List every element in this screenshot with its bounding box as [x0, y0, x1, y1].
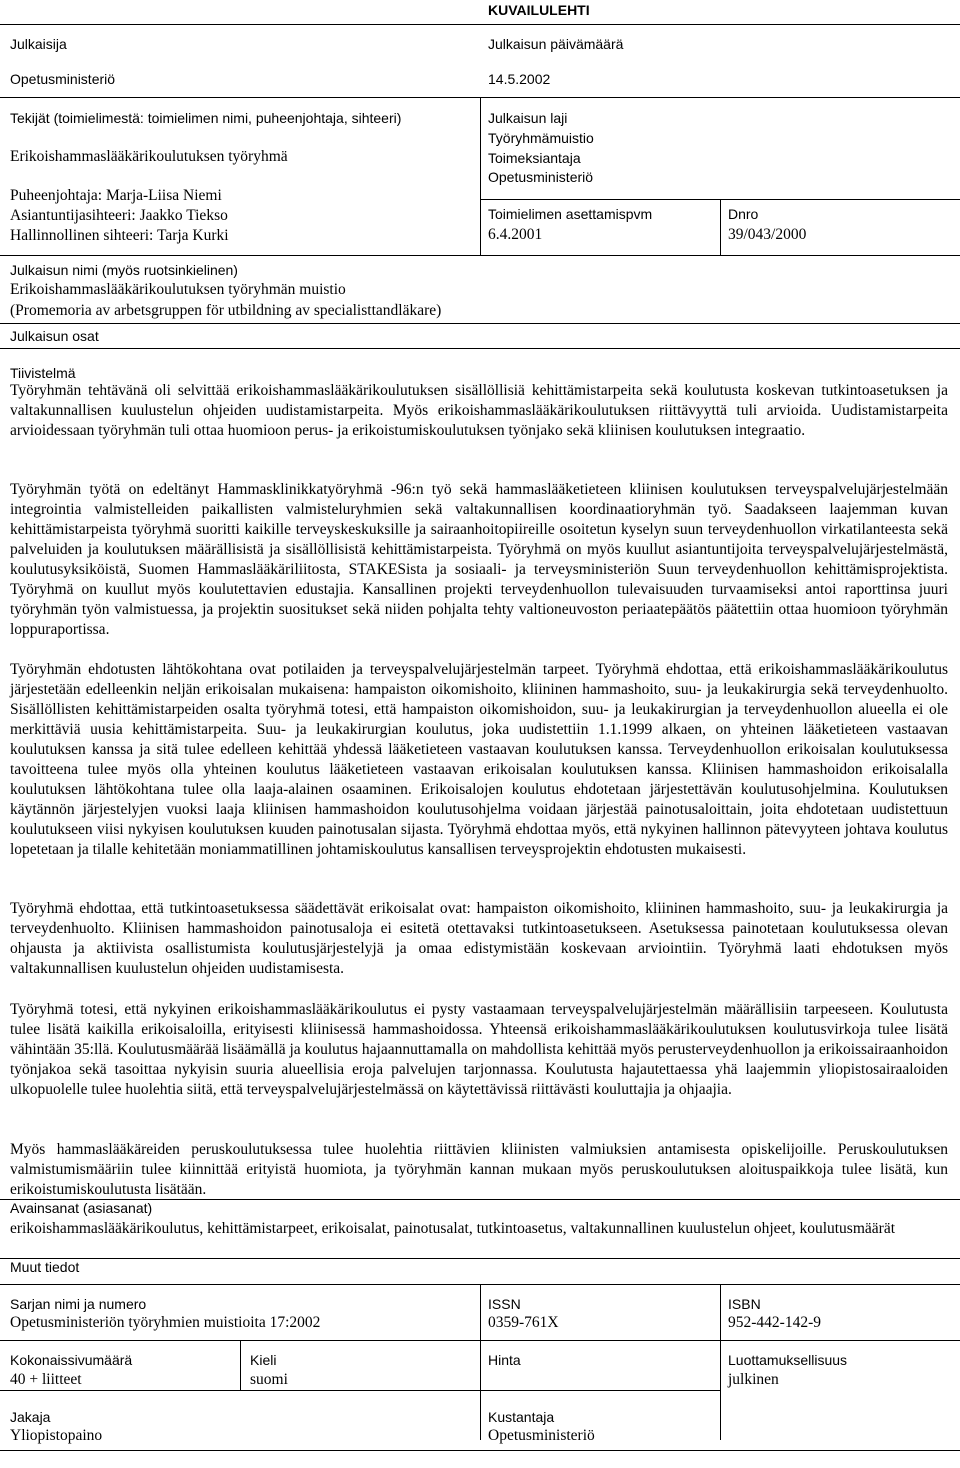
- pages-label: Kokonaissivumäärä: [10, 1352, 133, 1368]
- publication-type-label: Julkaisun laji: [488, 110, 568, 126]
- abstract-paragraph-3: Työryhmän ehdotusten lähtökohtana ovat potilaiden ja terveyspalvelujärjestelmän tarpeet. Työryhmä ehdottaa, että erikoishammaslääkärikoulutus järjestetään edelleenkin neljän erikoisalan mukaisena: hampaiston oikomishoito, kliininen hammashoito, suu- ja leukakirurgia sekä terveydenhuolto. Sisällöllisten kehittämistarpeiden osalta työryhmä totesi, että hampaiston oikomishoidon, suu- ja leukakirurgian ja terveydenhuollon alueella ei ole merkittäviä uusia kehittämistarpeita. Suu- ja leukakirurgian koulutus, joka uudistettiin 1.1.1999 alkaen, on yhteinen lääketieteen vastaavan koulutuksen kanssa ja sitä tulee edelleen kehittää yhdessä lääketieteen vastaavan koulutuksen kanssa. Terveydenhuollon erikoisalan koulutuksessa tavoitteena tulee myös olla yhteinen koulutus lääketieteen vastaavan erikoisalan koulutuksen kanssa. Kliinisen hammashoidon erikoisalalla koulutuksen lähtökohtana tulee olla laaja-alainen osaaminen. Erikoisalojen koulutus ehdotetaan järjestettävän koulutusohjelmina. Koulutuksen käytännön järjestelyjen vuoksi laaja kliinisen hammashoidon koulutusohjelma voidaan järjestää painotusaloittain, joita ehdotetaan uudistettuun koulutukseen viisi nykyisen koulutuksen kuuden painotusalan sijasta. Työryhmä ehdottaa myös, että nykyinen hallinnon pätevyyteen johtava koulutus lopetetaan ja tilalle kehitetään moniammatillinen johtamiskoulutus kansallisen terveysprojektin ehdotusten mukaisesti.: [10, 661, 948, 858]
- date-label: Julkaisun päivämäärä: [488, 36, 624, 52]
- bottom-border: [0, 1450, 960, 1451]
- established-value: 6.4.2001: [488, 226, 543, 243]
- divider-before-distributor: [0, 1390, 720, 1391]
- divider-before-abstract: [0, 348, 960, 349]
- abstract-paragraph-1: Työryhmän tehtävänä oli selvittää erikoishammaslääkärikoulutuksen sisällöllisiä kehittämistarpeita sekä koulutusta koskevan tutkintoasetuksen ja valtakunnallisen kuulustelun ohjeiden uudistamistarpeita. Myös erikoishammaslääkärikoulutuksen riittävyyttä tuli arvioida. Uudistamistarpeita arvioidessaan työryhmän tuli ottaa huomioon perus- ja erikoistumiskoulutuksen työnjako sekä kliinisen koulutuksen integraatio.: [10, 382, 948, 439]
- dnro-column-divider: [720, 199, 721, 255]
- publisher-cost-label: Kustantaja: [488, 1409, 555, 1425]
- top-divider: [0, 24, 960, 25]
- dnro-value: 39/043/2000: [728, 226, 807, 243]
- commissioner-value: Opetusministeriö: [488, 169, 594, 185]
- bottom-middle-divider: [480, 1284, 481, 1440]
- title-line-2: (Promemoria av arbetsgruppen för utbildning av specialisttandläkare): [10, 302, 442, 319]
- parts-label: Julkaisun osat: [10, 328, 99, 344]
- form-title: KUVAILULEHTI: [488, 2, 590, 18]
- abstract-label: Tiivistelmä: [10, 365, 76, 381]
- authors-group: Erikoishammaslääkärikoulutuksen työryhmä: [10, 148, 288, 165]
- authors-label: Tekijät (toimielimestä: toimielimen nimi, puheenjohtaja, sihteeri): [10, 110, 402, 126]
- divider-before-other-info: [0, 1258, 960, 1259]
- title-line-1: Erikoishammaslääkärikoulutuksen työryhmän muistio: [10, 281, 346, 298]
- series-value: Opetusministeriön työryhmien muistioita 17:2002: [10, 1314, 321, 1331]
- keywords-label: Avainsanat (asiasanat): [10, 1200, 153, 1216]
- date-value: 14.5.2002: [488, 71, 551, 87]
- bottom-right-divider: [720, 1284, 721, 1440]
- title-label: Julkaisun nimi (myös ruotsinkielinen): [10, 262, 238, 278]
- divider-before-pages: [0, 1340, 960, 1341]
- dnro-label: Dnro: [728, 206, 759, 222]
- distributor-value: Yliopistopaino: [10, 1427, 103, 1444]
- confidentiality-value: julkinen: [728, 1371, 779, 1388]
- language-value: suomi: [250, 1371, 288, 1388]
- authors-expert-secretary: Asiantuntijasihteeri: Jaakko Tiekso: [10, 207, 228, 224]
- publisher-label: Julkaisija: [10, 36, 67, 52]
- publisher-cost-value: Opetusministeriö: [488, 1427, 595, 1444]
- distributor-label: Jakaja: [10, 1409, 51, 1425]
- authors-column-divider: [480, 97, 481, 255]
- commissioner-label: Toimeksiantaja: [488, 150, 581, 166]
- publisher-value: Opetusministeriö: [10, 71, 116, 87]
- established-label: Toimielimen asettamispvm: [488, 206, 653, 222]
- abstract-paragraph-6: Myös hammaslääkäreiden peruskoulutuksessa tulee huolehtia riittävien kliinisten valmiuksien antamisesta opiskelijoille. Peruskoulutuksen valmistumismääriin tulee kiinnittää erityistä huomiota, ja työryhmän kannan mukaan myös peruskoulutuksen aloituspaikkoja tulee lisätä, kun erikoistumiskoulutusta lisätään.: [10, 1141, 948, 1198]
- issn-value: 0359-761X: [488, 1314, 559, 1331]
- pages-language-divider: [240, 1340, 241, 1390]
- series-label: Sarjan nimi ja numero: [10, 1296, 147, 1312]
- publication-type-value: Työryhmämuistio: [488, 130, 594, 146]
- abstract-paragraph-2: Työryhmän työtä on edeltänyt Hammasklinikkatyöryhmä -96:n työ sekä hammaslääketieteen kliinisen koulutuksen terveyspalvelujärjestelmään integrointia valmistelleiden paikallisten valmisteluryhmien sekä valtakunnallisen koordinaatioryhmän työ. Saadakseen laajemman kuvan kehittämistarpeista työryhmä suoritti kaikille terveyskeskuksille ja sairaanhoitopiireille osoitetun kyselyn suun terveydenhuollon virkatilanteesta sekä palveluiden ja koulutuksen määrällisistä ja sisällöllisistä kehittämistarpeista. Työryhmä on myös kuullut asiantuntijoita terveyspalvelujärjestelmästä, koulutusyksiköistä, Suomen Hammaslääkäriliitosta, STAKESista ja sosiaali- ja terveysministeriön Suun terveydenhuollon kehittämisprojektista. Työryhmä on kuullut myös koulutettavien edustajia. Kansallinen projekti terveydenhuollon tulevaisuuden turvaamiseksi antoi raporttinsa juuri työryhmän työn valmistuessa, ja projektin suositukset sekä niiden pohjalta tehty valtioneuvoston periaatepäätös päätettiin ottaa huomioon työryhmän loppuraportissa.: [10, 481, 948, 638]
- confidentiality-label: Luottamuksellisuus: [728, 1352, 848, 1368]
- pages-value: 40 + liitteet: [10, 1371, 82, 1388]
- language-label: Kieli: [250, 1352, 277, 1368]
- price-label: Hinta: [488, 1352, 521, 1368]
- isbn-label: ISBN: [728, 1296, 761, 1312]
- keywords-value: erikoishammaslääkärikoulutus, kehittämistarpeet, erikoisalat, painotusalat, tutkintoasetus, valtakunnallinen kuulustelun ohjeet, koulutusmäärät: [10, 1220, 896, 1237]
- other-info-label: Muut tiedot: [10, 1259, 80, 1275]
- divider-before-title: [0, 255, 960, 256]
- authors-chair: Puheenjohtaja: Marja-Liisa Niemi: [10, 187, 222, 204]
- divider-before-parts: [0, 323, 960, 324]
- authors-admin-secretary: Hallinnollinen sihteeri: Tarja Kurki: [10, 227, 229, 244]
- abstract-paragraph-4: Työryhmä ehdottaa, että tutkintoasetuksessa säädettävät erikoisalat ovat: hampaiston oikomishoito, kliininen hammashoito, suu- ja leukakirurgia ja terveydenhuolto. Kliinisen hammashoidon painotusaloja ei esitetä otettavaksi tutkintoasetukseen. Asetuksessa painotetaan koulutuksessa olevan ohjausta ja aktiivista osallistumista koulutusjärjestelyjä ja omaa edistymistään koskevaan arviointiin. Työryhmä laati ehdotuksen myös valtakunnallisen kuulustelun ohjeiden uudistamisesta.: [10, 900, 948, 977]
- issn-label: ISSN: [488, 1296, 521, 1312]
- abstract-paragraph-5: Työryhmä totesi, että nykyinen erikoishammaslääkärikoulutus ei pysty vastaamaan terveyspalvelujärjestelmän määrällisiin tarpeeseen. Koulutusta tulee lisätä kaikilla erikoisaloilla, erityisesti kliinisessä hammashoidossa. Yhteensä erikoishammaslääkärikoulutuksen koulutusvirkoja tulee lisätä vähintään 35:llä. Koulutusmäärää lisäämällä ja koulutus hajaannuttamalla on mahdollista kehittää myös perusterveydenhuollon ja erikoissairaanhoidon työnjakoa sekä tasoittaa nykyisin suuria alueellisia eroja palvelujen tarjonnassa. Koulutusta hajautettaessa yhä laajemmin yliopistosairaaloiden ulkopuolelle tulee huolehtia siitä, että terveyspalvelujärjestelmässä on käytettävissä riittävästi kouluttajia ja ohjaajia.: [10, 1001, 948, 1098]
- isbn-value: 952-442-142-9: [728, 1314, 821, 1331]
